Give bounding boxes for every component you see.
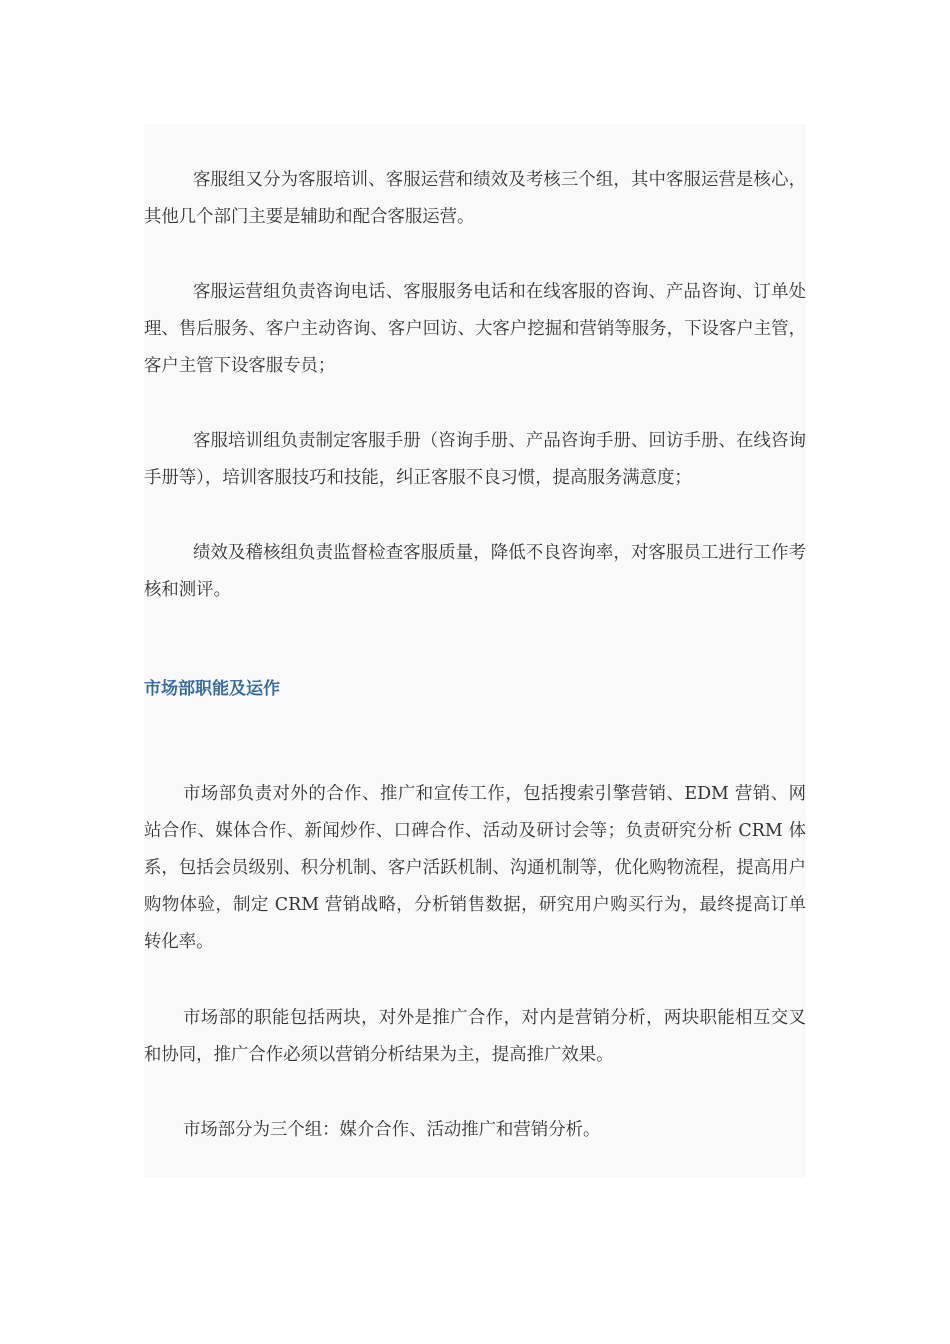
cs-paragraph-performance: 绩效及稽核组负责监督检查客服质量，降低不良咨询率，对客服员工进行工作考核和测评。 [144, 543, 806, 600]
mk-paragraph-functions: 市场部的职能包括两块，对外是推广合作，对内是营销分析，两块职能相互交叉和协同，推广合作必须以营销分析结果为主，提高推广效果。 [144, 1008, 806, 1065]
mk-paragraph-responsibilities: 市场部负责对外的合作、推广和宣传工作，包括搜索引擎营销、EDM 营销、网站合作、媒体合作、新闻炒作、口碑合作、活动及研讨会等；负责研究分析 CRM 体系，包括会员级别、积分机制、客户活跃机制、沟通机制等，优化购物流程，提高用户购物体验，制定 CRM 营销战略，分析销售数据，研究用户购买行为，最终提高订单转化率。 [144, 784, 806, 952]
section-heading-marketing: 市场部职能及运作 [144, 679, 280, 699]
cs-paragraph-training: 客服培训组负责制定客服手册（咨询手册、产品咨询手册、回访手册、在线咨询手册等），培训客服技巧和技能，纠正客服不良习惯，提高服务满意度； [144, 431, 806, 488]
mk-paragraph-groups: 市场部分为三个组：媒介合作、活动推广和营销分析。 [183, 1120, 601, 1140]
cs-paragraph-overview: 客服组又分为客服培训、客服运营和绩效及考核三个组，其中客服运营是核心，其他几个部门主要是辅助和配合客服运营。 [144, 170, 806, 227]
cs-paragraph-operations: 客服运营组负责咨询电话、客服服务电话和在线客服的咨询、产品咨询、订单处理、售后服务、客户主动咨询、客户回访、大客户挖掘和营销等服务，下设客户主管，客户主管下设客服专员； [144, 282, 806, 376]
